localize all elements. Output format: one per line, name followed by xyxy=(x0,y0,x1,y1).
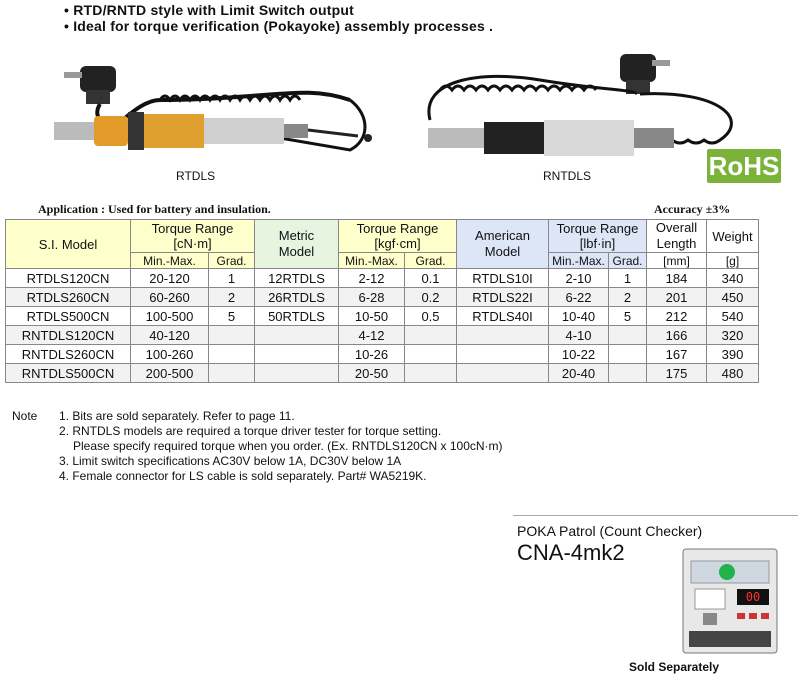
table-cell: 540 xyxy=(707,307,759,326)
table-cell xyxy=(209,345,255,364)
table-cell: 6-22 xyxy=(549,288,609,307)
poka-model: CNA-4mk2 xyxy=(517,540,625,565)
table-cell: 60-260 xyxy=(131,288,209,307)
table-cell xyxy=(255,326,339,345)
rntdls-caption: RNTDLS xyxy=(543,169,592,183)
table-cell: 480 xyxy=(707,364,759,383)
rtdls-caption: RTDLS xyxy=(176,169,216,183)
header-weight: Weight xyxy=(707,220,759,253)
table-cell: RTDLS10I xyxy=(457,269,549,288)
header-american-model: American Model xyxy=(457,220,549,269)
table-cell: 175 xyxy=(647,364,707,383)
rtdls-driver-image xyxy=(50,60,390,168)
rohs-badge: RoHS xyxy=(708,151,780,181)
table-cell xyxy=(405,326,457,345)
note-item: 2. RNTDLS models are required a torque driver tester for torque setting. xyxy=(59,424,442,438)
table-cell: RNTDLS260CN xyxy=(6,345,131,364)
table-cell xyxy=(457,345,549,364)
table-row xyxy=(6,326,759,345)
table-row xyxy=(6,269,759,288)
count-checker-image xyxy=(681,547,781,657)
table-cell xyxy=(609,364,647,383)
table-cell: RTDLS500CN xyxy=(6,307,131,326)
header-mm: [mm] xyxy=(647,253,707,269)
bullet-2: • Ideal for torque verification (Pokayoke) assembly processes . xyxy=(64,18,493,34)
table-cell: 40-120 xyxy=(131,326,209,345)
table-cell: 12RTDLS xyxy=(255,269,339,288)
note-item: Please specify required torque when you order. (Ex. RNTDLS120CN x 100cN·m) xyxy=(73,439,503,453)
table-cell: 0.5 xyxy=(405,307,457,326)
table-cell: 4-12 xyxy=(339,326,405,345)
note-item: 4. Female connector for LS cable is sold separately. Part# WA5219K. xyxy=(59,469,427,483)
table-cell: 201 xyxy=(647,288,707,307)
table-cell xyxy=(405,345,457,364)
table-cell xyxy=(457,364,549,383)
table-cell xyxy=(609,326,647,345)
table-row xyxy=(6,345,759,364)
table-cell: 2 xyxy=(609,288,647,307)
application-note: Application : Used for battery and insulation. xyxy=(38,202,271,216)
table-cell: 50RTDLS xyxy=(255,307,339,326)
table-cell: 5 xyxy=(209,307,255,326)
table-cell: 6-28 xyxy=(339,288,405,307)
table-cell: 20-120 xyxy=(131,269,209,288)
table-row xyxy=(6,307,759,326)
table-cell: 20-40 xyxy=(549,364,609,383)
table-cell: RTDLS22I xyxy=(457,288,549,307)
table-cell: 0.1 xyxy=(405,269,457,288)
header-si-model: S.I. Model xyxy=(6,220,131,269)
table-row xyxy=(6,364,759,383)
table-cell xyxy=(255,345,339,364)
table-cell: 10-40 xyxy=(549,307,609,326)
table-cell: 2 xyxy=(209,288,255,307)
table-cell: 4-10 xyxy=(549,326,609,345)
header-grad: Grad. xyxy=(405,253,457,269)
table-cell: RNTDLS120CN xyxy=(6,326,131,345)
header-min-max: Min.-Max. xyxy=(131,253,209,269)
table-cell: RTDLS40I xyxy=(457,307,549,326)
table-cell: 166 xyxy=(647,326,707,345)
bullet-1: • RTD/RNTD style with Limit Switch output xyxy=(64,2,493,18)
table-cell: 212 xyxy=(647,307,707,326)
spec-table xyxy=(5,219,759,383)
table-cell xyxy=(209,326,255,345)
header-metric-model: Metric Model xyxy=(255,220,339,269)
table-cell: RNTDLS500CN xyxy=(6,364,131,383)
notes-label: Note xyxy=(12,409,38,423)
poka-title: POKA Patrol (Count Checker) xyxy=(517,523,703,539)
poka-divider xyxy=(513,515,798,516)
accuracy-note: Accuracy ±3% xyxy=(654,202,731,216)
header-overall-length: Overall Length xyxy=(647,220,707,253)
table-cell: 20-50 xyxy=(339,364,405,383)
header-grad: Grad. xyxy=(209,253,255,269)
note-item: 1. Bits are sold separately. Refer to page 11. xyxy=(59,409,295,423)
feature-bullets xyxy=(64,2,493,34)
table-cell: RTDLS120CN xyxy=(6,269,131,288)
table-cell: 167 xyxy=(647,345,707,364)
table-cell: 2-12 xyxy=(339,269,405,288)
table-cell: 2-10 xyxy=(549,269,609,288)
sold-separately-label: Sold Separately xyxy=(629,660,720,674)
header-grad: Grad. xyxy=(609,253,647,269)
table-cell: 100-260 xyxy=(131,345,209,364)
table-cell: 1 xyxy=(209,269,255,288)
table-cell xyxy=(405,364,457,383)
header-min-max: Min.-Max. xyxy=(339,253,405,269)
table-cell: 320 xyxy=(707,326,759,345)
table-cell xyxy=(457,326,549,345)
table-cell xyxy=(609,345,647,364)
table-cell: 100-500 xyxy=(131,307,209,326)
table-cell xyxy=(209,364,255,383)
table-cell: 184 xyxy=(647,269,707,288)
table-cell: 450 xyxy=(707,288,759,307)
counter-display: 00 xyxy=(745,590,761,604)
table-row xyxy=(6,288,759,307)
rntdls-driver-image xyxy=(420,50,750,170)
table-cell: 10-50 xyxy=(339,307,405,326)
table-cell: 0.2 xyxy=(405,288,457,307)
note-item: 3. Limit switch specifications AC30V below 1A, DC30V below 1A xyxy=(59,454,402,468)
header-torque-cnm: Torque Range [cN·m] xyxy=(131,220,255,253)
header-torque-lbf: Torque Range [lbf·in] xyxy=(549,220,647,253)
table-cell: 390 xyxy=(707,345,759,364)
table-cell: 5 xyxy=(609,307,647,326)
table-cell: 10-26 xyxy=(339,345,405,364)
table-cell: 200-500 xyxy=(131,364,209,383)
table-cell xyxy=(255,364,339,383)
header-g: [g] xyxy=(707,253,759,269)
header-min-max: Min.-Max. xyxy=(549,253,609,269)
header-torque-kgf: Torque Range [kgf·cm] xyxy=(339,220,457,253)
table-cell: 1 xyxy=(609,269,647,288)
table-cell: RTDLS260CN xyxy=(6,288,131,307)
table-cell: 340 xyxy=(707,269,759,288)
table-cell: 10-22 xyxy=(549,345,609,364)
table-cell: 26RTDLS xyxy=(255,288,339,307)
